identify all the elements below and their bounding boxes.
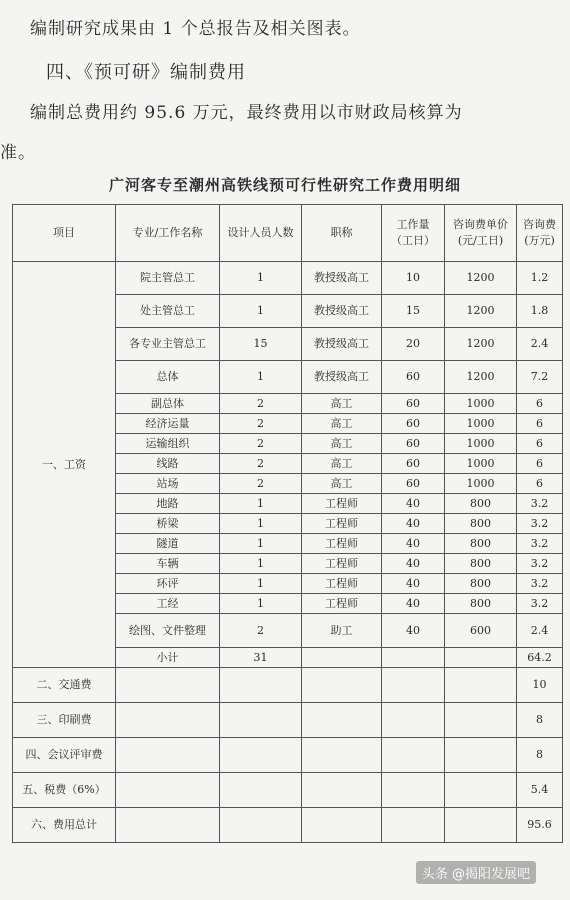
cell-people: 1 <box>220 514 302 534</box>
cell-days: 40 <box>382 614 445 648</box>
cell-rate: 800 <box>445 574 517 594</box>
cell-days: 60 <box>382 414 445 434</box>
cell-rate: 1000 <box>445 394 517 414</box>
header-rate: 咨询费单价 (元/工日) <box>445 205 517 262</box>
cell-days: 10 <box>382 262 445 295</box>
cell-rate: 800 <box>445 514 517 534</box>
table-row <box>13 668 563 703</box>
cell-title: 工程师 <box>302 514 382 534</box>
cell-title: 工程师 <box>302 494 382 514</box>
cell-rate: 800 <box>445 494 517 514</box>
cell-people: 2 <box>220 614 302 648</box>
cell-people: 15 <box>220 328 302 361</box>
cell-fee: 10 <box>517 668 563 703</box>
cell-name: 环评 <box>116 574 220 594</box>
cell-title: 工程师 <box>302 534 382 554</box>
header-title: 职称 <box>302 205 382 262</box>
cell-days: 60 <box>382 434 445 454</box>
header-fee: 咨询费 (万元) <box>517 205 563 262</box>
cell-fee: 3.2 <box>517 494 563 514</box>
cell-name: 运输组织 <box>116 434 220 454</box>
cell-people: 1 <box>220 554 302 574</box>
cell-fee: 2.4 <box>517 614 563 648</box>
cell-title: 高工 <box>302 414 382 434</box>
header-name: 专业/工作名称 <box>116 205 220 262</box>
cell-rate: 1200 <box>445 262 517 295</box>
cell-fee: 3.2 <box>517 594 563 614</box>
cell-name: 总体 <box>116 361 220 394</box>
header-workload: 工作量 （工日） <box>382 205 445 262</box>
cell-title: 教授级高工 <box>302 361 382 394</box>
intro-line-2: 编制总费用约 95.6 万元，最终费用以市财政局核算为 <box>30 103 463 123</box>
cell-fee: 8 <box>517 703 563 738</box>
table-row <box>13 773 563 808</box>
watermark-text: 头条 @揭阳发展吧 <box>421 867 530 882</box>
cell-days: 40 <box>382 534 445 554</box>
cell-name: 经济运量 <box>116 414 220 434</box>
cell-title: 教授级高工 <box>302 328 382 361</box>
cell-fee: 3.2 <box>517 574 563 594</box>
cell-title: 高工 <box>302 474 382 494</box>
cell-fee: 3.2 <box>517 514 563 534</box>
salary-label: 一、工资 <box>13 262 116 668</box>
cell-fee: 6 <box>517 394 563 414</box>
cell-name: 车辆 <box>116 554 220 574</box>
cell-days: 15 <box>382 295 445 328</box>
cell-rate: 1000 <box>445 434 517 454</box>
cell-fee: 1.8 <box>517 295 563 328</box>
cell-fee: 1.2 <box>517 262 563 295</box>
table-header-row <box>13 205 563 262</box>
cell-fee: 6 <box>517 454 563 474</box>
cell-days: 40 <box>382 554 445 574</box>
cell-rate: 1000 <box>445 414 517 434</box>
cell-people: 1 <box>220 574 302 594</box>
cell-fee: 95.6 <box>517 808 563 843</box>
cell-days: 40 <box>382 494 445 514</box>
cell-rate: 1200 <box>445 361 517 394</box>
cell-name: 绘图、文件整理 <box>116 614 220 648</box>
cell-rate: 800 <box>445 554 517 574</box>
cell-people: 2 <box>220 394 302 414</box>
cell-rate: 1200 <box>445 295 517 328</box>
cell-item: 四、会议评审费 <box>13 738 116 773</box>
cell-rate: 1000 <box>445 454 517 474</box>
header-item: 项目 <box>13 205 116 262</box>
cell-name: 副总体 <box>116 394 220 414</box>
cell-title: 高工 <box>302 454 382 474</box>
cell-people: 1 <box>220 295 302 328</box>
cell-fee: 5.4 <box>517 773 563 808</box>
cell-name: 线路 <box>116 454 220 474</box>
cell-people: 1 <box>220 534 302 554</box>
cell-name: 各专业主管总工 <box>116 328 220 361</box>
cell-title: 高工 <box>302 434 382 454</box>
cell-title: 助工 <box>302 614 382 648</box>
cell-item: 三、印刷费 <box>13 703 116 738</box>
cell-people: 2 <box>220 434 302 454</box>
cell-fee: 2.4 <box>517 328 563 361</box>
cell-name: 站场 <box>116 474 220 494</box>
cell-title: 教授级高工 <box>302 262 382 295</box>
fee-table <box>12 204 563 843</box>
intro-line-1: 编制研究成果由 1 个总报告及相关图表。 <box>30 19 361 39</box>
cell-name: 工经 <box>116 594 220 614</box>
total-row <box>13 808 563 843</box>
cell-days: 60 <box>382 454 445 474</box>
cell-people: 1 <box>220 594 302 614</box>
cell-rate: 800 <box>445 534 517 554</box>
cell-rate: 600 <box>445 614 517 648</box>
cell-fee: 6 <box>517 414 563 434</box>
cell-name: 隧道 <box>116 534 220 554</box>
cell-days: 60 <box>382 361 445 394</box>
header-people: 设计人员人数 <box>220 205 302 262</box>
cell-rate: 1200 <box>445 328 517 361</box>
cell-days: 60 <box>382 474 445 494</box>
cell-title: 工程师 <box>302 594 382 614</box>
cell-days: 60 <box>382 394 445 414</box>
cell-people: 1 <box>220 262 302 295</box>
cell-fee: 3.2 <box>517 534 563 554</box>
cell-days: 20 <box>382 328 445 361</box>
cell-title: 教授级高工 <box>302 295 382 328</box>
cell-fee: 6 <box>517 434 563 454</box>
cell-people: 2 <box>220 454 302 474</box>
table-row <box>13 703 563 738</box>
cell-rate: 1000 <box>445 474 517 494</box>
cell-item: 五、税费（6%） <box>13 773 116 808</box>
cell-people: 2 <box>220 474 302 494</box>
cell-people: 2 <box>220 414 302 434</box>
cell-item: 六、费用总计 <box>13 808 116 843</box>
cell-rate: 800 <box>445 594 517 614</box>
table-title: 广河客专至潮州高铁线预可行性研究工作费用明细 <box>108 176 461 194</box>
cell-name: 地路 <box>116 494 220 514</box>
cell-days: 40 <box>382 574 445 594</box>
cell-title: 工程师 <box>302 554 382 574</box>
section-heading: 四、《预可研》编制费用 <box>46 62 246 83</box>
cell-days: 40 <box>382 514 445 534</box>
cell-name: 处主管总工 <box>116 295 220 328</box>
cell-fee: 6 <box>517 474 563 494</box>
cell-days: 40 <box>382 594 445 614</box>
cell-item: 二、交通费 <box>13 668 116 703</box>
cell-fee: 8 <box>517 738 563 773</box>
table-row <box>13 262 563 295</box>
cell-people: 1 <box>220 361 302 394</box>
cell-people: 1 <box>220 494 302 514</box>
cell-title: 工程师 <box>302 574 382 594</box>
cell-fee: 3.2 <box>517 554 563 574</box>
cell-title: 高工 <box>302 394 382 414</box>
subtotal-fee: 64.2 <box>517 648 563 668</box>
intro-line-3: 准。 <box>0 143 36 163</box>
cell-name: 桥梁 <box>116 514 220 534</box>
subtotal-label: 小计 <box>116 648 220 668</box>
watermark <box>416 861 536 884</box>
subtotal-people: 31 <box>220 648 302 668</box>
table-row <box>13 738 563 773</box>
cell-name: 院主管总工 <box>116 262 220 295</box>
cell-fee: 7.2 <box>517 361 563 394</box>
